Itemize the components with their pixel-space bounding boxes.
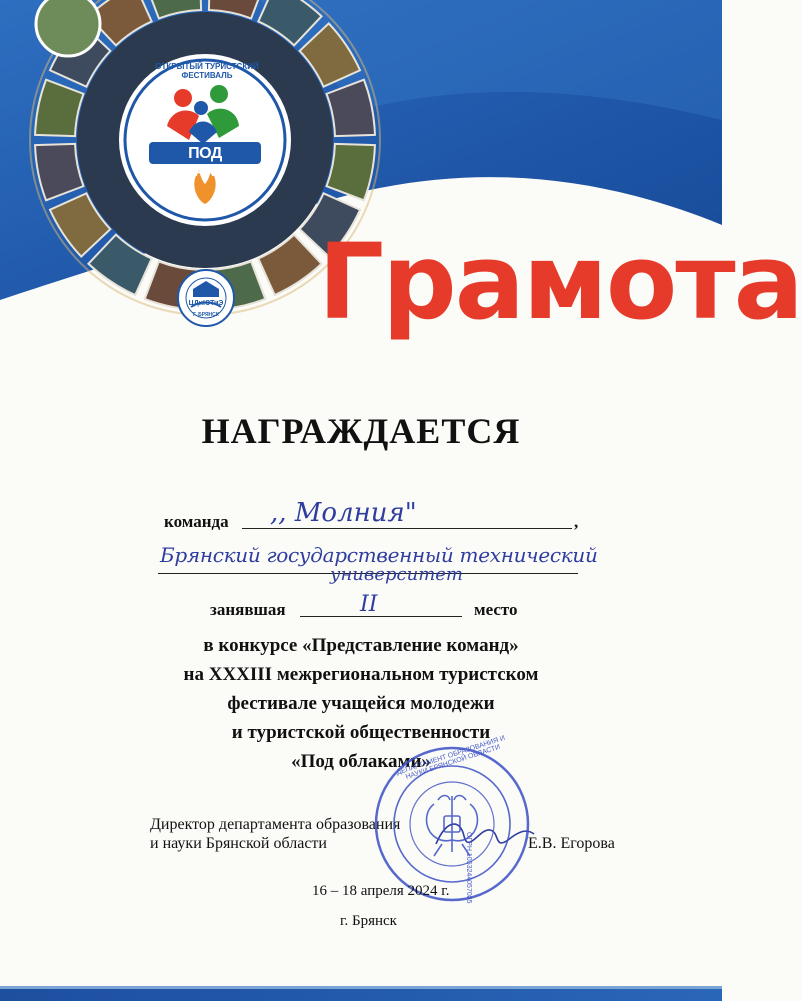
festival-line-3: и туристской общественности xyxy=(231,722,491,743)
org-badge-city: Г. БРЯНСК xyxy=(193,312,219,318)
contest-line: в конкурсе «Представление команд» xyxy=(203,635,519,656)
festival-line-1: на XXXIII межрегиональном туристском xyxy=(183,664,539,685)
place-value: II xyxy=(360,592,378,617)
festival-line-4: «Под облаками» xyxy=(291,751,431,772)
team-label: команда xyxy=(164,512,229,531)
stamp-arc-text: ДЕПАРТАМЕНТ ОБРАЗОВАНИЯ И НАУКИ БРЯНСКОЙ ОБЛАСТИ xyxy=(395,734,507,781)
logo-festival-arc: ОТКРЫТЫЙ ТУРИСТСКИЙ ФЕСТИВАЛЬ xyxy=(155,62,259,80)
team-underline xyxy=(242,528,572,529)
signature-role-line1: Директор департамента образования xyxy=(150,816,401,833)
place-label-after: место xyxy=(474,600,518,619)
team-trailing-comma: , xyxy=(574,512,579,531)
logo-name: ПОД ОБЛАКАМИ xyxy=(160,145,250,180)
institution-line2: университет xyxy=(330,564,464,585)
certificate-title: Грамота xyxy=(318,221,802,343)
stamp-ogrn: ОГРН 1053244057085 xyxy=(465,832,472,904)
institution-line1: Брянский государственный технический xyxy=(160,543,598,567)
place-underline xyxy=(300,616,462,617)
festival-line-2: фестивале учащейся молодежи xyxy=(227,693,495,714)
event-city: г. Брянск xyxy=(340,913,397,929)
signature-name: Е.В. Егорова xyxy=(528,835,615,852)
team-name: ,, Молния" xyxy=(270,498,417,528)
official-stamp xyxy=(372,744,532,904)
awarded-heading: НАГРАЖДАЕТСЯ xyxy=(201,411,521,451)
org-badge-emblem xyxy=(177,267,235,329)
top-photo xyxy=(36,0,100,56)
org-badge-abbr: ЦДиЮТиЭ xyxy=(188,300,224,307)
place-label-before: занявшая xyxy=(210,600,286,619)
event-date: 16 – 18 апреля 2024 г. xyxy=(312,883,450,899)
signature-role-line2: и науки Брянской области xyxy=(150,835,327,852)
